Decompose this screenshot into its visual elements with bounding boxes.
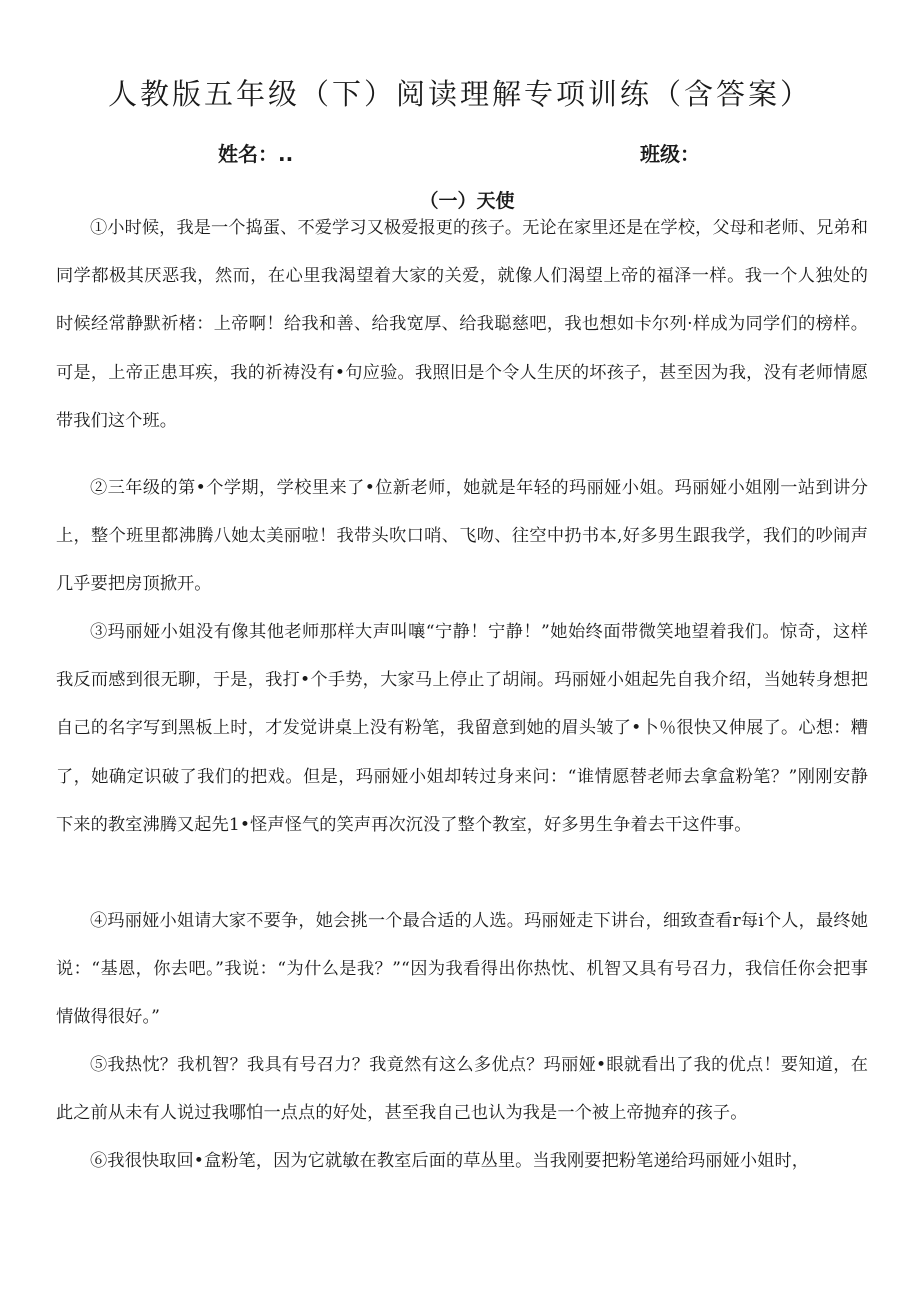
paragraph-4: ④玛丽娅小姐请大家不要争，她会挑一个最合适的人选。玛丽娅走下讲台，细致查看r每i个人，最终她说：“基恩，你去吧。”我说：“为什么是我？”“因为我看得出你热忱、机智又具有号召力，我信任你会把事情做得很好。”	[56, 911, 868, 1028]
document-title: 人教版五年级（下）阅读理解专项训练（含答案）	[107, 77, 812, 111]
paragraph-2: ②三年级的第•个学期，学校里来了•位新老师，她就是年轻的玛丽娅小姐。玛丽娅小姐刚一站到讲分上，整个班里都沸腾八她太美丽啦！我带头吹口哨、飞吻、往空中扔书本,好多男生跟我学，我们的吵闹声几乎要把房顶掀开。	[56, 478, 868, 595]
paragraph-6: ⑥我很快取回•盒粉笔，因为它就敏在教室后面的草丛里。当我刚要把粉笔递给玛丽娅小姐时，	[90, 1151, 810, 1171]
paragraph-5: ⑤我热忱？我机智？我具有号召力？我竟然有这么多优点？玛丽娅•眼就看出了我的优点！要知道，在此之前从未有人说过我哪怕一点点的好处，甚至我自己也认为我是一个被上帝抛弃的孩子。	[56, 1055, 868, 1124]
paragraph-3: ③玛丽娅小姐没有像其他老师那样大声叫嚷“宁静！宁静！”她始终面带微笑地望着我们。惊奇，这样我反而感到很无聊，于是，我打•个手势，大家马上停止了胡闹。玛丽娅小姐起先自我介绍，当她转身想把自己的名字写到黑板上时，才发觉讲桌上没有粉笔，我留意到她的眉头皱了•卜％很快又伸展了。心想：糟了，她确定识破了我们的把戏。但是，玛丽娅小姐却转过身来问：“谁情愿替老师去拿盒粉笔？”刚刚安静下来的教室沸腾又起先1•怪声怪气的笑声再次沉没了整个教室，好多男生争着去干这件事。	[56, 622, 868, 835]
name-field-label: 姓名：..	[218, 142, 294, 166]
paragraph-1: ①小时候，我是一个捣蛋、不爱学习又极爱报更的孩子。无论在家里还是在学校，父母和老师、兄弟和同学都极其厌恶我，然而，在心里我渴望着大家的关爱，就像人们渴望上帝的福泽一样。我一个人独处的时候经常静默祈楮：上帝啊！给我和善、给我宽厚、给我聪慈吧，我也想如卡尔列·样成为同学们的榜样。可是，上帝正患耳疾，我的祈祷没有•句应验。我照旧是个令人生厌的坏孩子，甚至因为我，没有老师情愿带我们这个班。	[56, 218, 868, 431]
section-title: （一）天使	[419, 190, 515, 212]
class-field-label: 班级：	[640, 142, 700, 166]
